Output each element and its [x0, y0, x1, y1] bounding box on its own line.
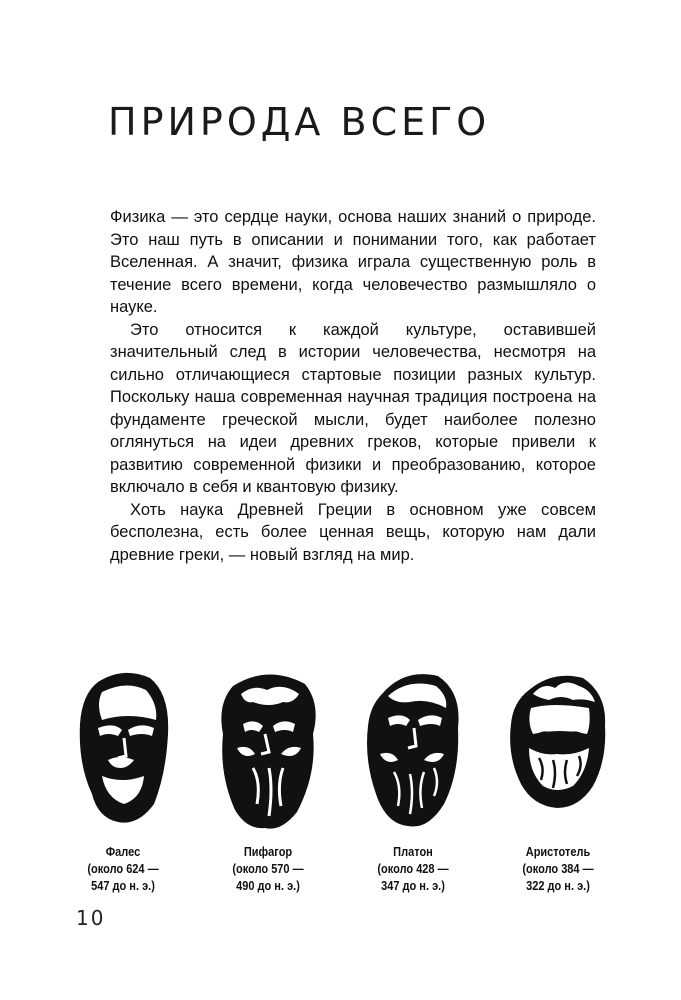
- philosopher-dates: 490 до н. э.): [236, 879, 300, 893]
- portrait-caption: [211, 844, 325, 895]
- philosopher-name: Фалес: [105, 845, 141, 859]
- philosopher-portraits: [58, 664, 638, 904]
- portrait-thales: [58, 664, 188, 895]
- philosopher-dates: 347 до н. э.): [381, 879, 445, 893]
- aristotle-bust-image: [503, 664, 613, 834]
- philosopher-dates: 322 до н. э.): [526, 879, 590, 893]
- plato-bust-image: [358, 664, 468, 834]
- philosopher-dates: (около 570 —: [232, 862, 304, 876]
- pythagoras-bust-image: [213, 664, 323, 834]
- philosopher-dates: (около 624 —: [87, 862, 159, 876]
- philosopher-name: Аристотель: [525, 845, 591, 859]
- philosopher-dates: 547 до н. э.): [91, 879, 155, 893]
- paragraph: Физика — это сердце науки, основа наших знаний о природе. Это наш путь в описании и понимании того, как работает Вселенная. А значит, физика играла существенную роль в течение всего времени, когда человечество размышляло о науке.: [110, 208, 596, 316]
- portrait-plato: [348, 664, 478, 895]
- paragraph: Хоть наука Древней Греции в основном уже совсем бесполезна, есть более ценная вещь, которую нам дали древние греки, — новый взгляд на мир.: [110, 500, 596, 564]
- thales-bust-image: [68, 664, 178, 834]
- portrait-caption: [501, 844, 615, 895]
- body-text: [110, 206, 596, 566]
- page-title: ПРИРОДА ВСЕГО: [108, 100, 491, 144]
- philosopher-dates: (около 384 —: [522, 862, 594, 876]
- philosopher-name: Пифагор: [243, 845, 293, 859]
- portrait-pythagoras: [203, 664, 333, 895]
- philosopher-name: Платон: [393, 845, 433, 859]
- portrait-caption: [66, 844, 180, 895]
- portrait-caption: [356, 844, 470, 895]
- paragraph: Это относится к каждой культуре, оставившей значительный след в истории человечества, несмотря на сильно отличающиеся стартовые позиции разных культур. Поскольку наша современная научная традиция построена на фундаменте греческой мысли, будет наиболее полезно оглянуться на идеи древних греков, которые привели к развитию современной физики и преобразованию, которое включало в себя и квантовую физику.: [110, 320, 596, 496]
- page-number: 10: [76, 906, 106, 930]
- portrait-aristotle: [493, 664, 623, 895]
- philosopher-dates: (около 428 —: [377, 862, 449, 876]
